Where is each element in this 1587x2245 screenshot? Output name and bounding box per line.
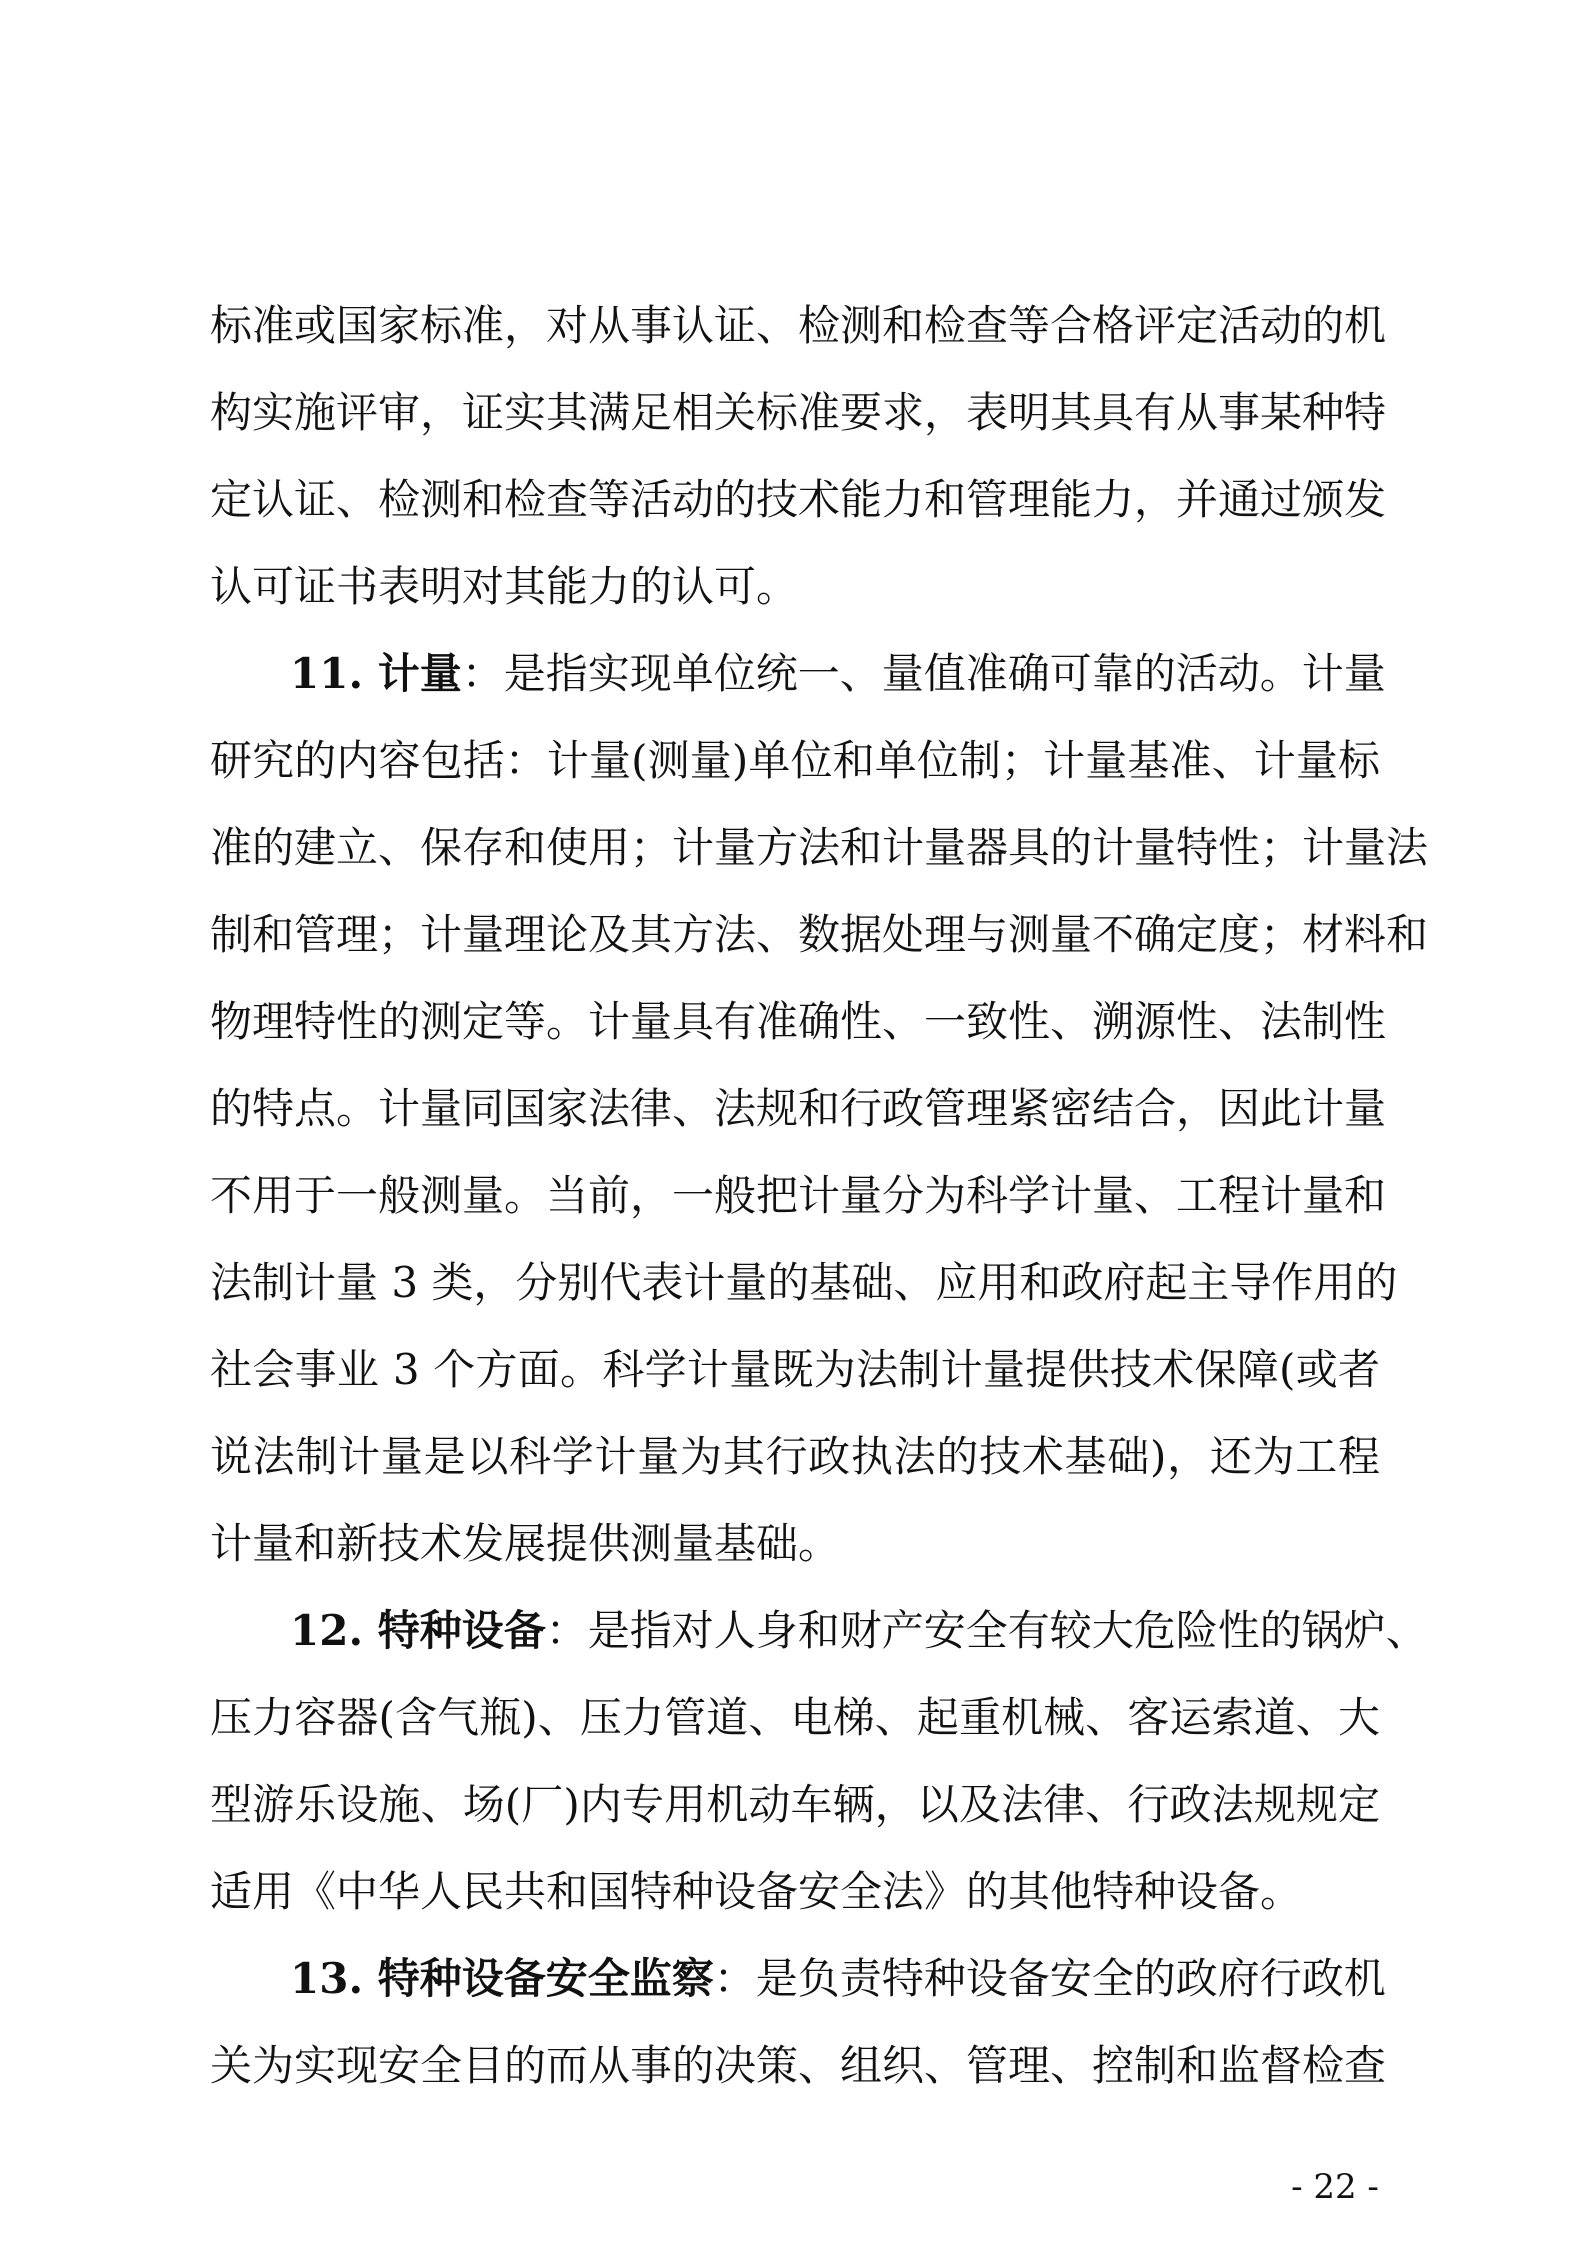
paragraph-text: ：是指实现单位统一、量值准确可靠的活动。计量 (461, 649, 1386, 698)
paragraph-11-first-line (290, 644, 1386, 704)
paragraph-line: 制和管理；计量理论及其方法、数据处理与测量不确定度；材料和 (210, 910, 1429, 959)
paragraph-line: 物理特性的测定等。计量具有准确性、一致性、溯源性、法制性 (210, 997, 1387, 1046)
paragraph-12-first-line (290, 1601, 1428, 1661)
term-heading: 11. 计量 (290, 649, 462, 698)
paragraph-line: 准的建立、保存和使用；计量方法和计量器具的计量特性；计量法 (210, 823, 1429, 872)
paragraph-line: 构实施评审，证实其满足相关标准要求，表明其具有从事某种特 (210, 388, 1387, 437)
term-heading: 12. 特种设备 (290, 1606, 546, 1655)
paragraph-text: ：是负责特种设备安全的政府行政机 (713, 1954, 1386, 2003)
paragraph-text: ：是指对人身和财产安全有较大危险性的锅炉、 (545, 1606, 1428, 1655)
paragraph-line: 说法制计量是以科学计量为其行政执法的技术基础)，还为工程 (210, 1432, 1380, 1481)
paragraph-line: 认可证书表明对其能力的认可。 (210, 562, 799, 611)
paragraph-line: 关为实现安全目的而从事的决策、组织、管理、控制和监督检查 (210, 2041, 1387, 2090)
paragraph-line: 的特点。计量同国家法律、法规和行政管理紧密结合，因此计量 (210, 1084, 1387, 1133)
paragraph-line: 法制计量 3 类，分别代表计量的基础、应用和政府起主导作用的 (210, 1258, 1398, 1307)
paragraph-line: 标准或国家标准，对从事认证、检测和检查等合格评定活动的机 (210, 301, 1387, 350)
paragraph-13-first-line (290, 1949, 1386, 2009)
paragraph-line: 计量和新技术发展提供测量基础。 (210, 1519, 841, 1568)
paragraph-line: 压力容器(含气瓶)、压力管道、电梯、起重机械、客运索道、大 (210, 1693, 1380, 1742)
term-heading: 13. 特种设备安全监察 (290, 1954, 714, 2003)
paragraph-line: 研究的内容包括：计量(测量)单位和单位制；计量基准、计量标 (210, 736, 1380, 785)
paragraph-line: 定认证、检测和检查等活动的技术能力和管理能力，并通过颁发 (210, 475, 1387, 524)
paragraph-line: 社会事业 3 个方面。科学计量既为法制计量提供技术保障(或者 (210, 1345, 1380, 1394)
paragraph-line: 适用《中华人民共和国特种设备安全法》的其他特种设备。 (210, 1867, 1303, 1916)
page-number: - 22 - (1291, 2167, 1379, 2207)
paragraph-line: 不用于一般测量。当前，一般把计量分为科学计量、工程计量和 (210, 1171, 1387, 1220)
paragraph-line: 型游乐设施、场(厂)内专用机动车辆，以及法律、行政法规规定 (210, 1780, 1380, 1829)
